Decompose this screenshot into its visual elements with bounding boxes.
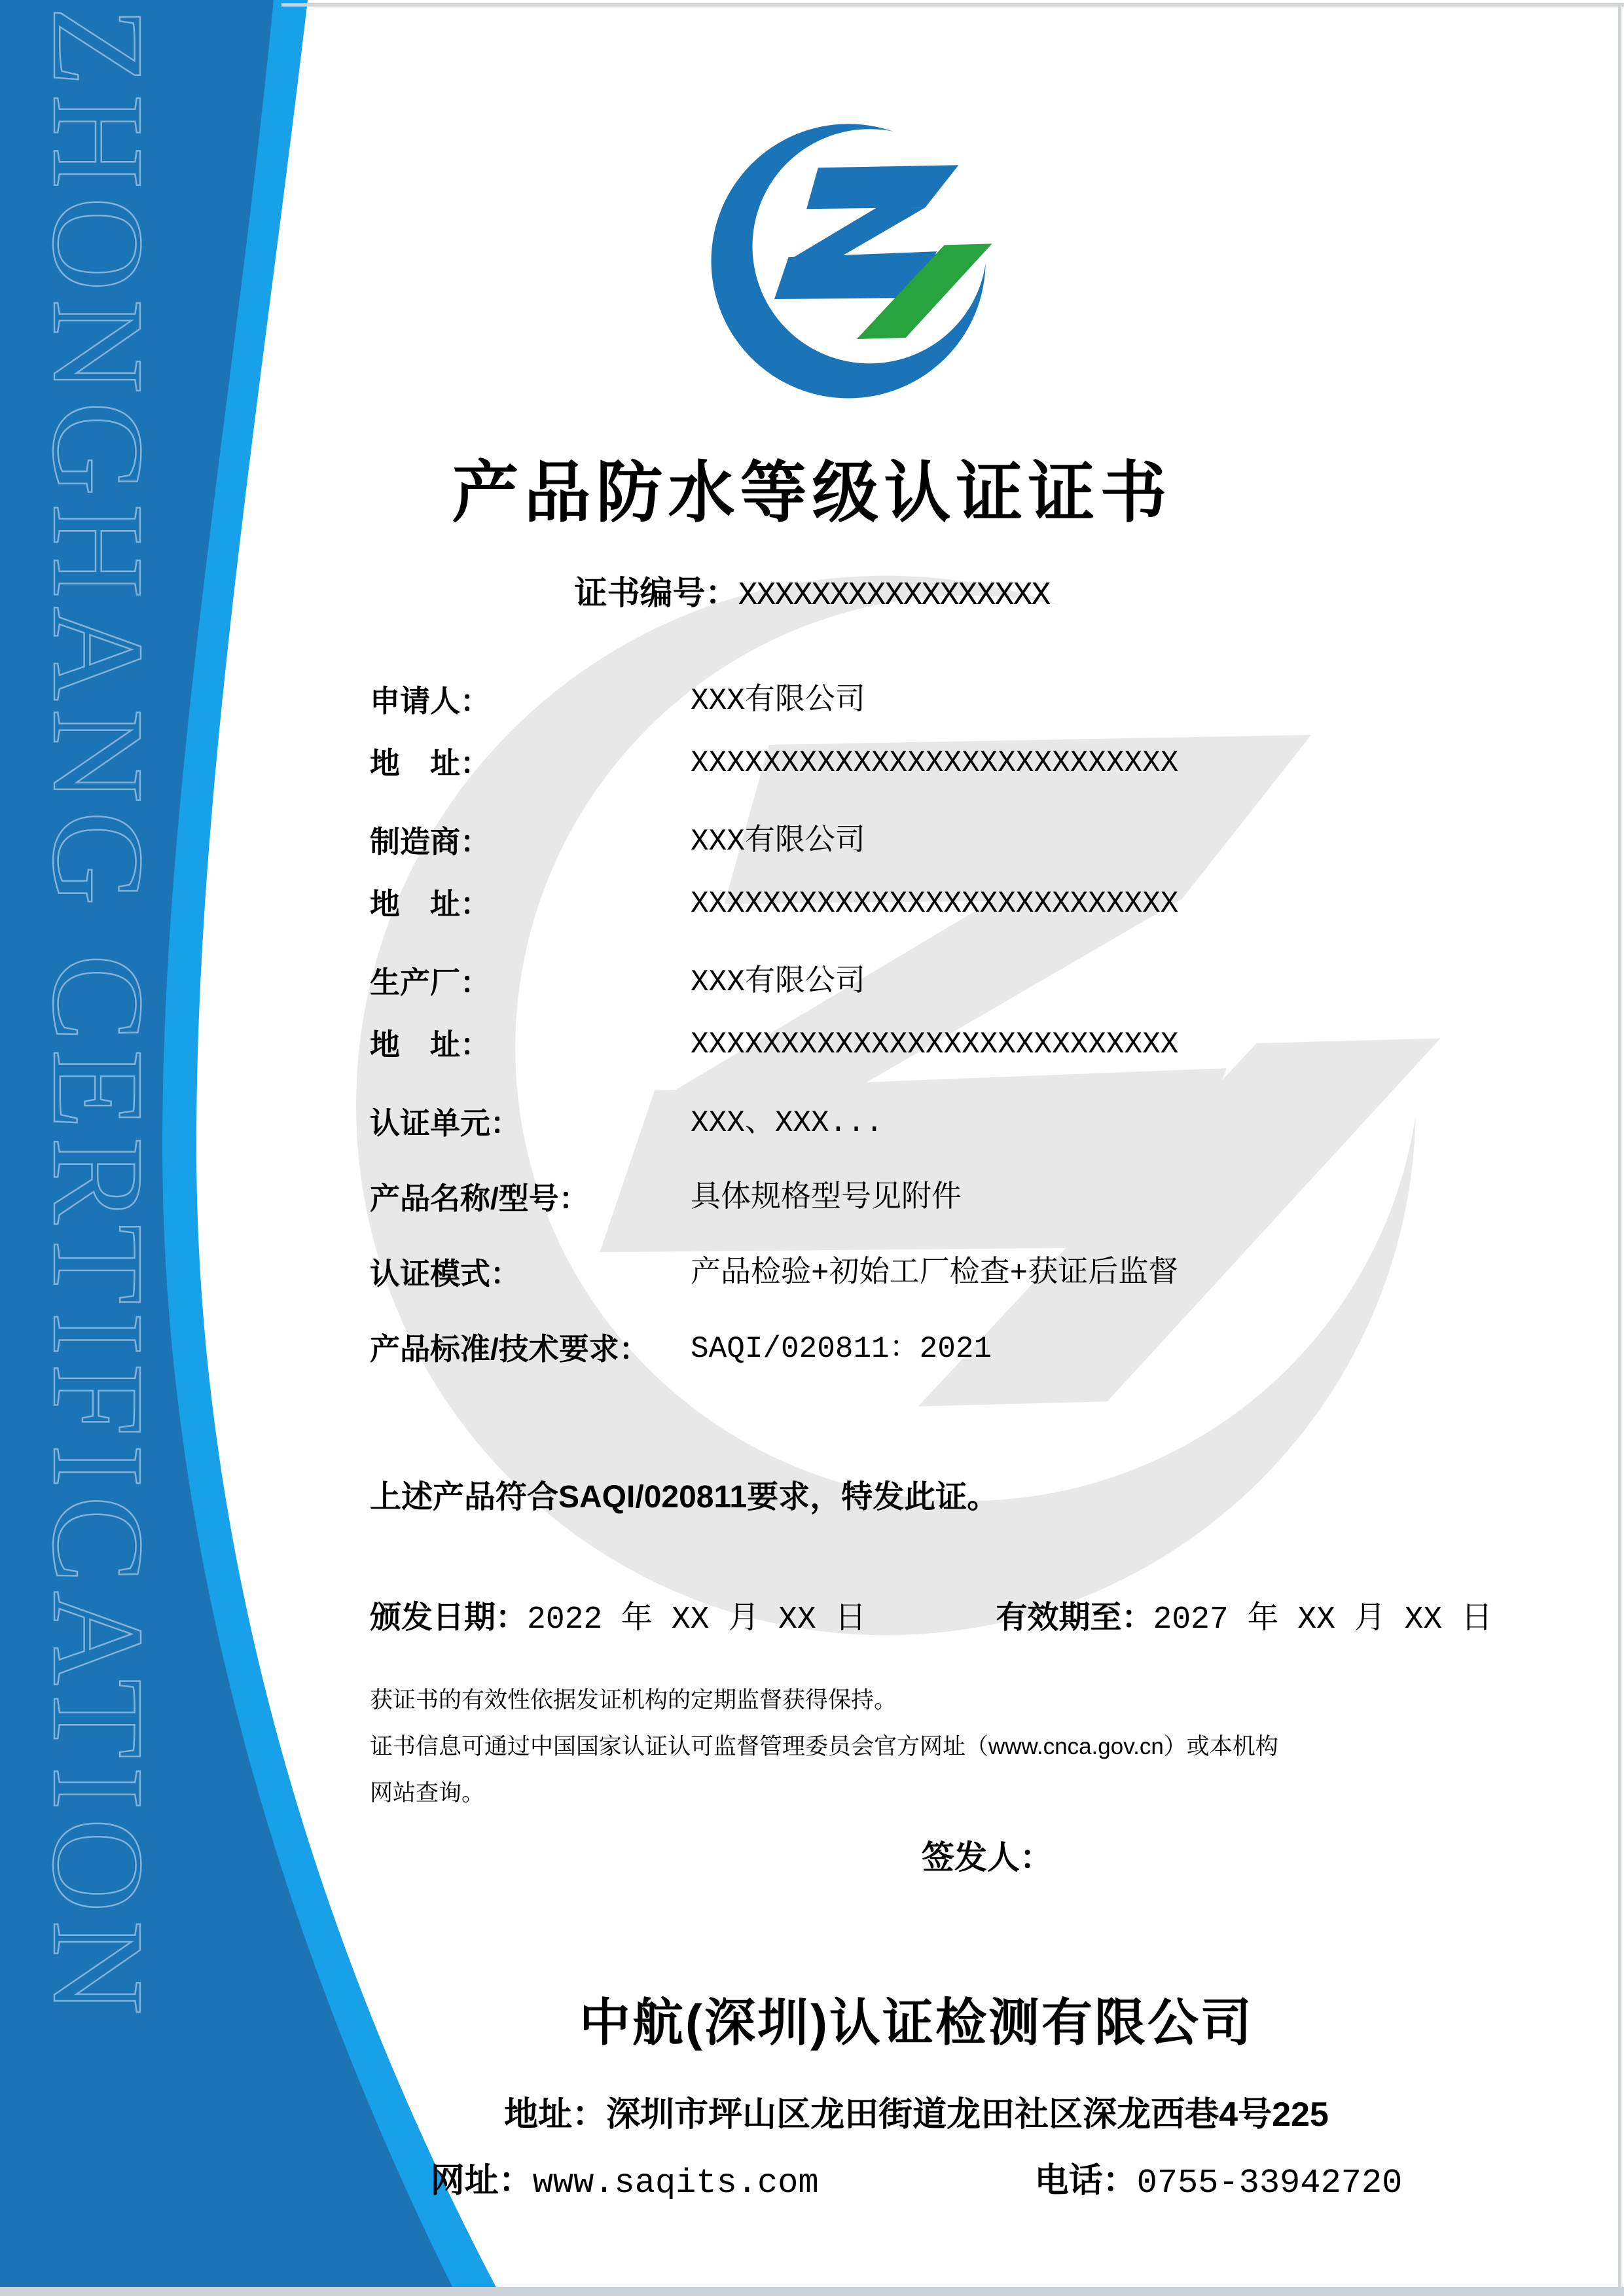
certificate-number-label: 证书编号： [574, 575, 738, 611]
field-label: 认证模式： [370, 1257, 520, 1291]
field-value: XXXXXXXXXXXXXXXXXXXXXXXXXXX [691, 1028, 1179, 1062]
fine-print-notes [370, 1677, 1548, 1816]
address-value: 深圳市坪山区龙田街道龙田社区深龙西巷4号225 [606, 2096, 1329, 2134]
issue-date-value: 2022 年 XX 月 XX 日 [527, 1602, 867, 1638]
field-label: 产品名称/型号： [370, 1181, 589, 1215]
field-value: XXX、XXX... [691, 1106, 884, 1140]
certificate-number-value: XXXXXXXXXXXXXXXXX [738, 577, 1050, 615]
right-edge-line [1618, 3, 1621, 2287]
website [431, 2153, 819, 2202]
website-label: 网址： [430, 2162, 533, 2200]
field-row-factory-address [370, 1028, 1522, 1061]
certificate-number-line [0, 567, 1624, 615]
field-row-certification-mode [370, 1257, 1522, 1290]
note-line: 网站查询。 [370, 1780, 485, 1806]
top-edge-line [281, 3, 1624, 7]
field-label: 地 址： [370, 887, 490, 921]
footer-block [242, 1982, 1591, 2202]
phone-label: 电话： [1034, 2162, 1137, 2200]
bottom-edge-strip [0, 2287, 1624, 2296]
field-label: 产品标准/技术要求： [370, 1332, 649, 1366]
field-value: 产品检验+初始工厂检查+获证后监督 [691, 1257, 1179, 1291]
field-row-product-model [370, 1182, 1522, 1215]
website-value: www.saqits.com [532, 2164, 819, 2202]
valid-until [996, 1592, 1492, 1638]
valid-until-label: 有效期至： [996, 1600, 1153, 1635]
field-row-manufacturer-address [370, 888, 1522, 920]
note-line: 证书信息可通过中国国家认证认可监督管理委员会官方网址（www.cnca.gov.cn）或本机构 [370, 1734, 1278, 1759]
field-row-certification-unit [370, 1107, 1522, 1139]
field-row-applicant-address [370, 747, 1522, 780]
issuing-company-contact [242, 2153, 1591, 2202]
field-label: 制造商： [370, 825, 490, 859]
band-vertical-text: ZHONGHANG CERTIFICATION [26, 7, 170, 2023]
issue-date [370, 1592, 866, 1638]
address-label: 地址： [504, 2096, 607, 2134]
field-value: XXX有限公司 [691, 825, 865, 859]
certificate-fields [370, 685, 1522, 1365]
field-value: XXXXXXXXXXXXXXXXXXXXXXXXXXX [691, 887, 1179, 921]
company-logo-icon [692, 97, 1014, 419]
field-value: XXXXXXXXXXXXXXXXXXXXXXXXXXX [691, 746, 1179, 780]
dates-row [370, 1592, 1492, 1638]
note-line: 获证书的有效性依据发证机构的定期监督获得保持。 [370, 1687, 897, 1713]
field-row-manufacturer [370, 825, 1522, 858]
field-label: 申请人： [370, 684, 490, 718]
field-label: 认证单元： [370, 1106, 520, 1140]
field-row-factory [370, 966, 1522, 999]
signer-label: 签发人： [922, 1839, 1053, 1876]
field-value: XXX有限公司 [691, 684, 865, 718]
field-value: SAQI/020811：2021 [691, 1332, 992, 1366]
issuing-company-address [242, 2087, 1591, 2136]
field-label: 地 址： [370, 746, 490, 780]
issue-date-label: 颁发日期： [370, 1600, 528, 1635]
field-row-applicant [370, 685, 1522, 717]
issuing-company-name: 中航(深圳)认证检测有限公司 [579, 1994, 1254, 2051]
field-value: XXX有限公司 [691, 965, 865, 999]
certificate-title: 产品防水等级认证证书 [452, 456, 1172, 530]
field-row-product-standard [370, 1333, 1522, 1365]
phone [1035, 2153, 1403, 2202]
phone-value: 0755-33942720 [1136, 2164, 1403, 2202]
field-value: 具体规格型号见附件 [691, 1181, 962, 1215]
valid-until-value: 2027 年 XX 月 XX 日 [1153, 1602, 1492, 1638]
field-label: 地 址： [370, 1028, 490, 1062]
field-label: 生产厂： [370, 965, 490, 999]
conformity-statement: 上述产品符合SAQI/020811要求，特发此证。 [370, 1480, 999, 1515]
